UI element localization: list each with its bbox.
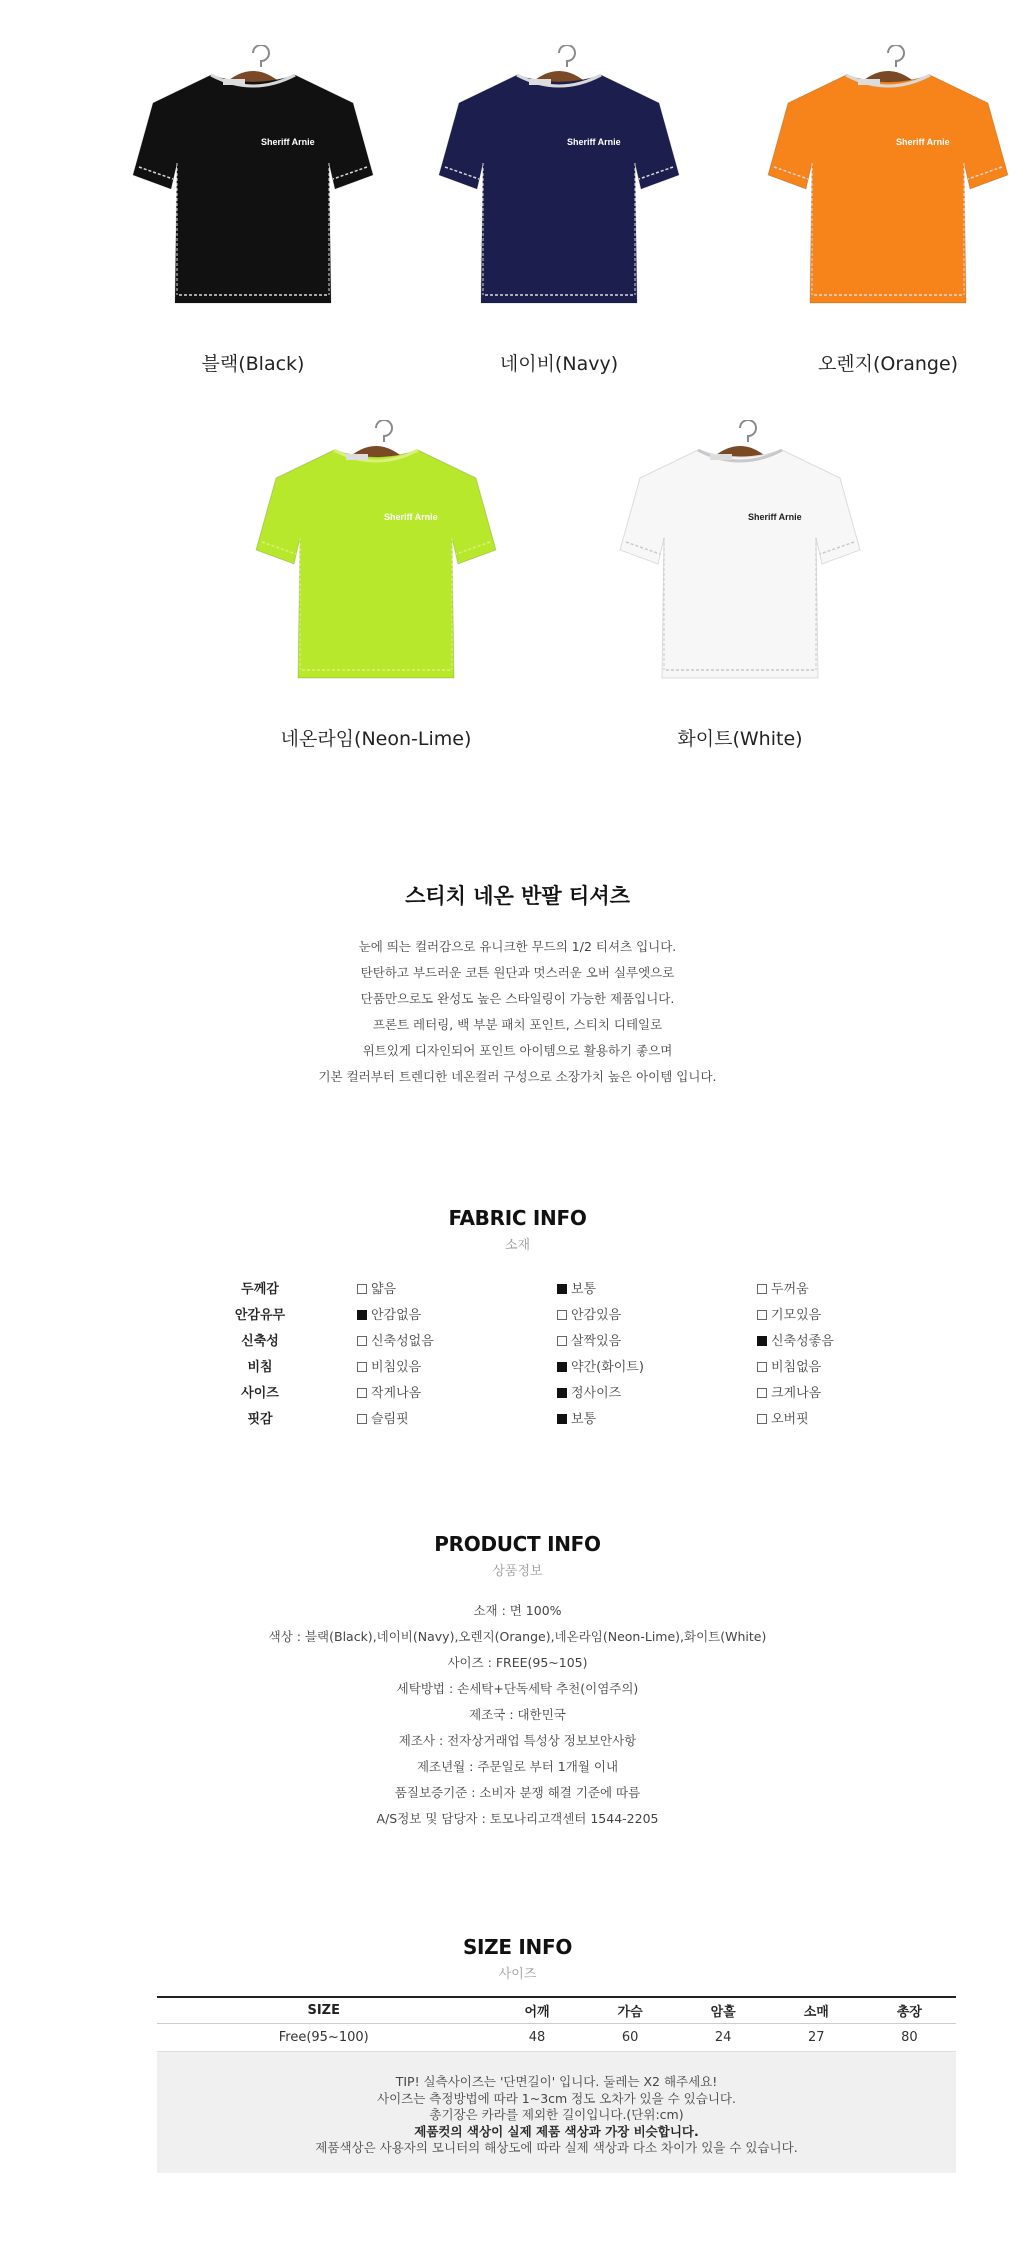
fabric-option-label: 비침있음: [371, 1360, 422, 1375]
checked-box-icon: [557, 1362, 567, 1372]
product-navy[interactable]: [409, 45, 709, 376]
color-variants: [0, 0, 1035, 760]
column-header: 어깨: [490, 1997, 583, 2023]
tshirt-graphic: [409, 45, 709, 345]
product-info-line: A/S정보 및 담당자 : 토모나리고객센터 1544-2205: [376, 1811, 659, 1826]
table-cell: 60: [584, 2023, 677, 2051]
fabric-option-label: 기모있음: [771, 1308, 822, 1323]
fabric-label: 사이즈: [241, 1386, 279, 1401]
tshirt-graphic: [590, 420, 890, 720]
column-header: SIZE: [157, 1997, 490, 2023]
chest-logo: Sheriff Arnie: [261, 137, 315, 147]
fabric-option: [557, 1382, 621, 1401]
section-subtitle: 소재: [504, 1238, 531, 1253]
fabric-row: [0, 1382, 1035, 1408]
product-black[interactable]: [103, 45, 403, 376]
description-line: 탄탄하고 부드러운 코튼 원단과 멋스러운 오버 실루엣으로: [360, 965, 675, 980]
unchecked-box-icon: [757, 1414, 767, 1424]
tip-line: 총기장은 카라를 제외한 길이입니다.(단위:cm): [429, 2107, 684, 2122]
size-info-header: [0, 1935, 1035, 1982]
fabric-option: [357, 1330, 434, 1349]
fabric-option: [557, 1330, 621, 1349]
description-line: 기본 컬러부터 트렌디한 네온컬러 구성으로 소장가치 높은 아이템 입니다.: [318, 1069, 717, 1084]
checked-box-icon: [557, 1414, 567, 1424]
product-info-line: 품질보증기준 : 소비자 분쟁 해결 기준에 따름: [394, 1785, 641, 1800]
fabric-option: [757, 1408, 809, 1427]
product-info-line: 제조사 : 전자상거래업 특성상 정보보안사항: [398, 1733, 637, 1748]
table-cell: Free(95~100): [157, 2023, 490, 2051]
fabric-label: 신축성: [241, 1334, 279, 1349]
section-subtitle: 사이즈: [498, 1967, 537, 1982]
chest-logo: Sheriff Arnie: [748, 512, 802, 522]
size-table: [157, 1996, 956, 2052]
fabric-row: [0, 1408, 1035, 1434]
unchecked-box-icon: [357, 1414, 367, 1424]
fabric-option-label: 약간(화이트): [571, 1360, 644, 1375]
fabric-option: [357, 1408, 409, 1427]
product-neon-lime[interactable]: [226, 420, 526, 751]
table-cell: 27: [770, 2023, 863, 2051]
product-info-line: 세탁방법 : 손세탁+단독세탁 추천(이염주의): [396, 1681, 639, 1696]
fabric-option-label: 크게나옴: [771, 1386, 822, 1401]
description-line: 프론트 레터링, 백 부분 패치 포인트, 스티치 디테일로: [372, 1017, 663, 1032]
description-line: 단품만으로도 완성도 높은 스타일링이 가능한 제품입니다.: [360, 991, 675, 1006]
tshirt-image: [103, 45, 403, 345]
chest-logo: Sheriff Arnie: [384, 512, 438, 522]
section-title: FABRIC INFO: [448, 1206, 587, 1230]
table-row: [157, 2023, 956, 2051]
section-title: PRODUCT INFO: [434, 1532, 601, 1556]
fabric-option-label: 두꺼움: [771, 1282, 809, 1297]
column-header: 총장: [863, 1997, 956, 2023]
fabric-option-label: 정사이즈: [571, 1386, 622, 1401]
checked-box-icon: [757, 1336, 767, 1346]
section-title: SIZE INFO: [462, 1935, 573, 1959]
fabric-row: [0, 1330, 1035, 1356]
product-info-header: [0, 1532, 1035, 1579]
unchecked-box-icon: [757, 1284, 767, 1294]
column-header: 가슴: [584, 1997, 677, 2023]
unchecked-box-icon: [757, 1310, 767, 1320]
fabric-option: [757, 1304, 821, 1323]
fabric-option-label: 신축성없음: [371, 1334, 434, 1349]
product-info-list: [0, 1598, 1035, 1832]
column-header: 암홀: [677, 1997, 770, 2023]
chest-logo: Sheriff Arnie: [896, 137, 950, 147]
fabric-label: 안감유무: [234, 1308, 286, 1323]
product-white[interactable]: [590, 420, 890, 751]
unchecked-box-icon: [357, 1336, 367, 1346]
checked-box-icon: [357, 1310, 367, 1320]
fabric-option-label: 얇음: [371, 1282, 397, 1297]
tip-line: TIP! 실측사이즈는 '단면길이' 입니다. 둘레는 X2 해주세요!: [395, 2074, 718, 2089]
tshirt-graphic: [738, 45, 1035, 345]
tshirt-image: [226, 420, 526, 720]
fabric-option-label: 작게나옴: [371, 1386, 422, 1401]
table-cell: 48: [490, 2023, 583, 2051]
fabric-label: 비침: [247, 1360, 273, 1375]
fabric-row: [0, 1356, 1035, 1382]
product-info-line: 소재 : 면 100%: [473, 1603, 562, 1618]
tip-line: 제품색상은 사용자의 모니터의 해상도에 따라 실제 색상과 다소 차이가 있을 수 있습니다.: [315, 2140, 798, 2155]
fabric-option: [757, 1356, 821, 1375]
tshirt-graphic: [103, 45, 403, 345]
fabric-label: 두께감: [241, 1282, 279, 1297]
fabric-option-label: 비침없음: [771, 1360, 822, 1375]
fabric-option-label: 슬림핏: [371, 1412, 409, 1427]
unchecked-box-icon: [557, 1310, 567, 1320]
product-info-line: 색상 : 블랙(Black),네이비(Navy),오렌지(Orange),네온라임(Neon-Lime),화이트(White): [268, 1629, 767, 1644]
product-info-line: 제조국 : 대한민국: [469, 1707, 566, 1722]
fabric-option: [757, 1278, 809, 1297]
checked-box-icon: [557, 1284, 567, 1294]
tshirt-graphic: [226, 420, 526, 720]
fabric-option-label: 살짝있음: [571, 1334, 622, 1349]
unchecked-box-icon: [357, 1284, 367, 1294]
fabric-option-label: 안감없음: [371, 1308, 422, 1323]
fabric-option: [757, 1330, 834, 1349]
fabric-option: [557, 1304, 621, 1323]
color-caption: 네온라임(Neon-Lime): [280, 728, 472, 750]
product-orange[interactable]: [738, 45, 1035, 376]
color-caption: 오렌지(Orange): [817, 353, 959, 375]
fabric-option: [557, 1408, 596, 1427]
fabric-info-header: [0, 1206, 1035, 1253]
table-cell: 80: [863, 2023, 956, 2051]
product-info-line: 제조년월 : 주문일로 부터 1개월 이내: [416, 1759, 619, 1774]
fabric-option: [557, 1356, 644, 1375]
fabric-option-label: 보통: [571, 1412, 597, 1427]
tshirt-image: [409, 45, 709, 345]
product-title: 스티치 네온 반팔 티셔츠: [405, 884, 630, 908]
fabric-option: [357, 1382, 421, 1401]
fabric-option-label: 안감있음: [571, 1308, 622, 1323]
fabric-row: [0, 1278, 1035, 1304]
fabric-option-label: 신축성좋음: [771, 1334, 834, 1349]
color-caption: 네이비(Navy): [499, 353, 619, 375]
section-subtitle: 상품정보: [492, 1564, 543, 1579]
tshirt-image: [738, 45, 1035, 345]
column-header: 소매: [770, 1997, 863, 2023]
fabric-option-label: 보통: [571, 1282, 597, 1297]
description-line: 눈에 띄는 컬러감으로 유니크한 무드의 1/2 티셔츠 입니다.: [358, 939, 677, 954]
checked-box-icon: [557, 1388, 567, 1398]
fabric-row: [0, 1304, 1035, 1330]
description-line: 위트있게 디자인되어 포인트 아이템으로 활용하기 좋으며: [362, 1043, 673, 1058]
product-description: [0, 880, 1035, 1090]
unchecked-box-icon: [557, 1336, 567, 1346]
fabric-option: [757, 1382, 821, 1401]
table-cell: 24: [677, 2023, 770, 2051]
tip-line-bold: 제품컷의 색상이 실제 제품 색상과 가장 비슷합니다.: [414, 2123, 699, 2139]
tip-line: 사이즈는 측정방법에 따라 1~3cm 정도 오차가 있을 수 있습니다.: [377, 2090, 736, 2106]
fabric-table: [0, 1278, 1035, 1434]
fabric-option-label: 오버핏: [771, 1412, 809, 1427]
size-tip-box: [157, 2052, 956, 2173]
fabric-option: [357, 1356, 421, 1375]
unchecked-box-icon: [757, 1388, 767, 1398]
color-caption: 화이트(White): [677, 728, 803, 750]
unchecked-box-icon: [357, 1362, 367, 1372]
color-caption: 블랙(Black): [201, 353, 305, 375]
size-table-header: [157, 1997, 956, 2023]
unchecked-box-icon: [357, 1388, 367, 1398]
unchecked-box-icon: [757, 1362, 767, 1372]
chest-logo: Sheriff Arnie: [567, 137, 621, 147]
fabric-label: 핏감: [247, 1412, 273, 1427]
fabric-option: [357, 1304, 421, 1323]
fabric-option: [557, 1278, 596, 1297]
product-info-line: 사이즈 : FREE(95~105): [447, 1655, 588, 1670]
tshirt-image: [590, 420, 890, 720]
fabric-option: [357, 1278, 396, 1297]
